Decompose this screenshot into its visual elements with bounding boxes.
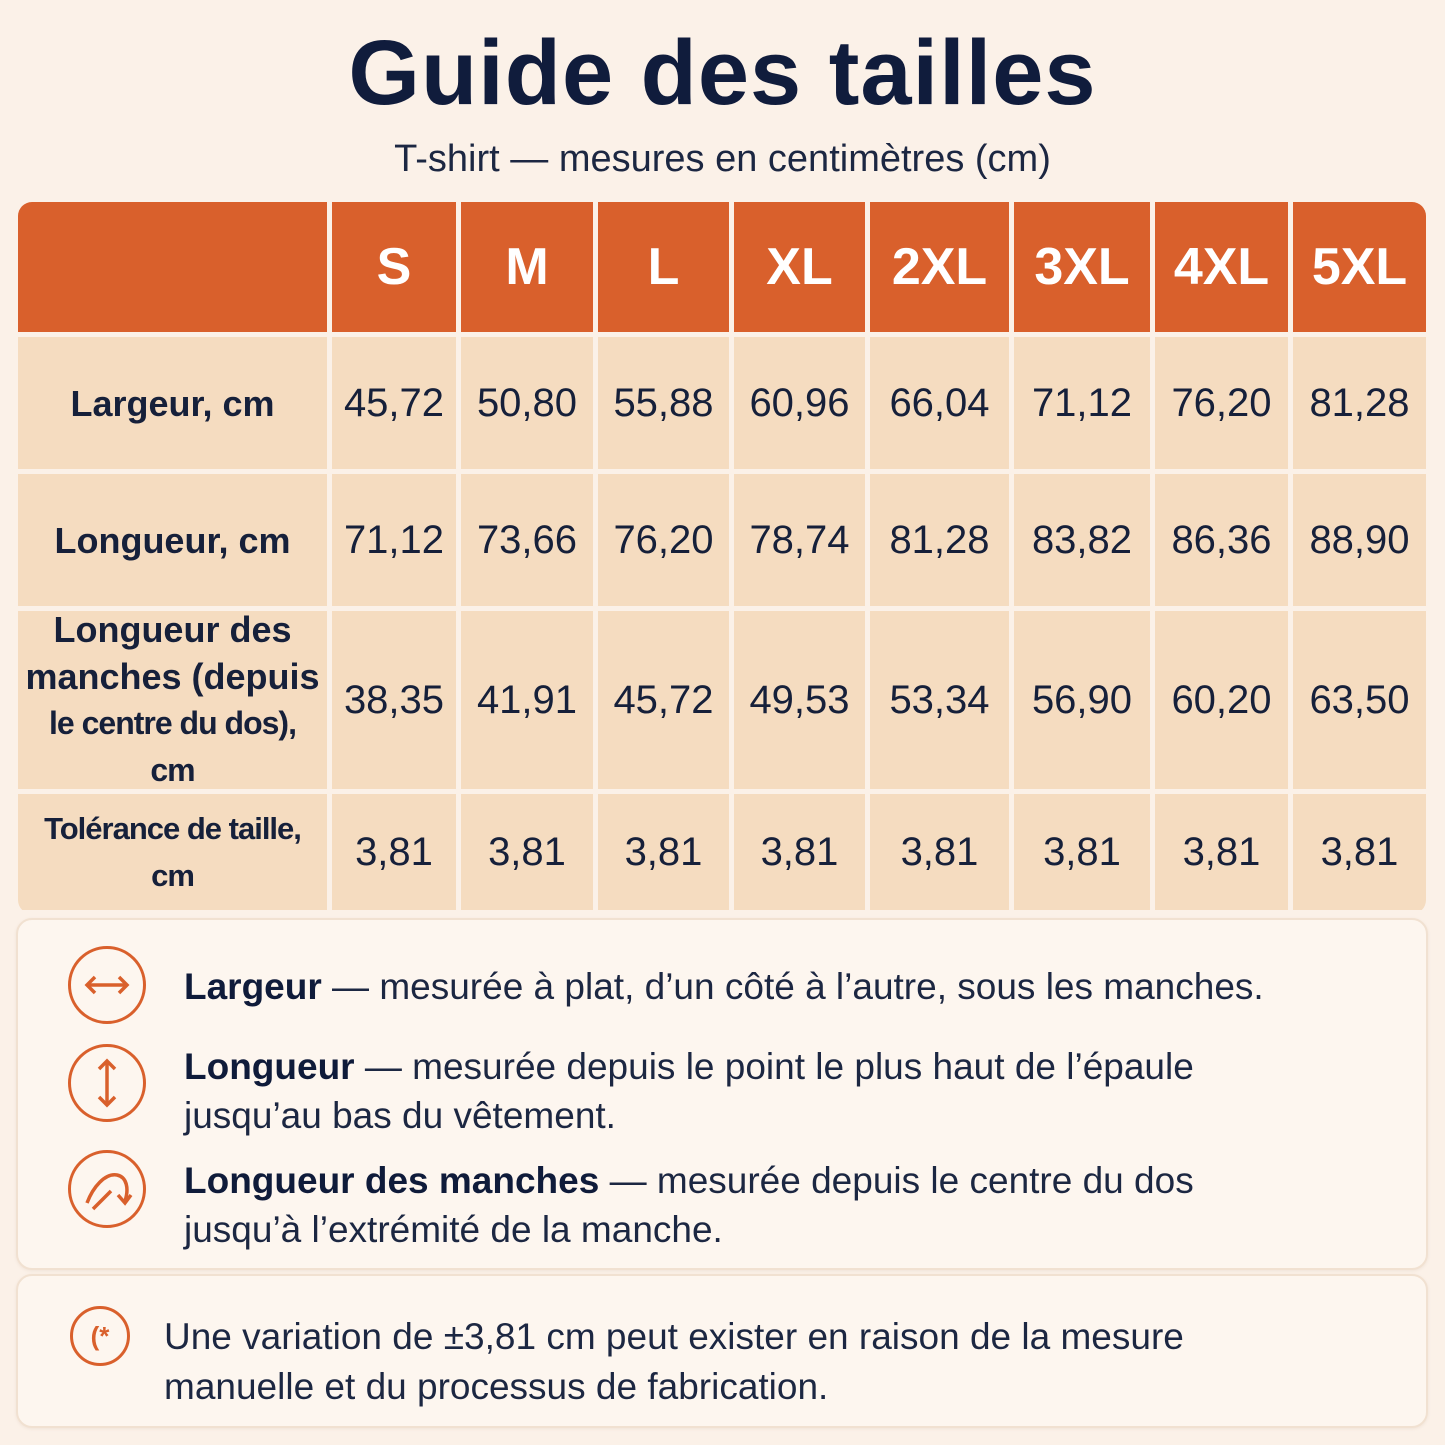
- legend-panel: [16, 918, 1428, 1270]
- table-cell: 38,35: [332, 611, 456, 789]
- note-panel: [16, 1274, 1428, 1428]
- table-cell: 3,81: [1014, 794, 1150, 910]
- table-cell: 71,12: [332, 474, 456, 606]
- table-cell: 55,88: [598, 337, 729, 469]
- horizontal-arrow-icon: [68, 946, 146, 1024]
- table-cell: 78,74: [734, 474, 865, 606]
- size-header: L: [598, 202, 729, 332]
- table-cell: 60,20: [1155, 611, 1288, 789]
- table-cell: 53,34: [870, 611, 1009, 789]
- table-cell: 88,90: [1293, 474, 1426, 606]
- legend-description: jusqu’à l’extrémité de la manche.: [184, 1209, 723, 1250]
- table-cell: 50,80: [461, 337, 593, 469]
- legend-description: — mesurée depuis le point le plus haut de l’épaule: [354, 1046, 1194, 1087]
- row-label-longueur: Longueur, cm: [18, 474, 327, 606]
- row-label-line: le centre du dos), cm: [49, 705, 296, 788]
- table-header-empty: [18, 202, 327, 332]
- asterisk-icon-glyph: (*: [90, 1320, 110, 1351]
- size-header: 2XL: [870, 202, 1009, 332]
- table-cell: 45,72: [332, 337, 456, 469]
- table-cell: 3,81: [734, 794, 865, 910]
- table-cell: 56,90: [1014, 611, 1150, 789]
- table-cell: 60,96: [734, 337, 865, 469]
- table-cell: 83,82: [1014, 474, 1150, 606]
- table-cell: 45,72: [598, 611, 729, 789]
- table-cell: 81,28: [870, 474, 1009, 606]
- table-cell: 81,28: [1293, 337, 1426, 469]
- table-cell: 86,36: [1155, 474, 1288, 606]
- legend-term: Longueur des manches: [184, 1160, 600, 1201]
- size-table: [18, 202, 1426, 914]
- legend-description: jusqu’au bas du vêtement.: [184, 1095, 616, 1136]
- page-subtitle: T-shirt — mesures en centimètres (cm): [394, 138, 1051, 180]
- legend-description: — mesurée à plat, d’un côté à l’autre, sous les manches.: [321, 966, 1264, 1007]
- legend-term: Largeur: [184, 966, 322, 1007]
- row-label-line: Longueur des: [53, 609, 292, 650]
- size-header: 3XL: [1014, 202, 1150, 332]
- size-header: 4XL: [1155, 202, 1288, 332]
- size-header: 5XL: [1293, 202, 1426, 332]
- table-cell: 63,50: [1293, 611, 1426, 789]
- size-header: XL: [734, 202, 865, 332]
- table-cell: 3,81: [870, 794, 1009, 910]
- table-cell: 76,20: [598, 474, 729, 606]
- note-line: Une variation de ±3,81 cm peut exister en raison de la mesure: [164, 1316, 1184, 1357]
- table-cell: 49,53: [734, 611, 865, 789]
- vertical-arrow-icon: [68, 1044, 146, 1122]
- table-cell: 41,91: [461, 611, 593, 789]
- legend-description: — mesurée depuis le centre du dos: [599, 1160, 1194, 1201]
- page-title: Guide des tailles: [348, 22, 1097, 124]
- sleeve-arrow-icon: [68, 1150, 146, 1228]
- row-label-tolerance: Tolérance de taille, cm: [18, 794, 327, 910]
- note-text: [164, 1312, 1364, 1412]
- table-cell: 71,12: [1014, 337, 1150, 469]
- row-label-longueur-manches: [18, 611, 327, 789]
- table-cell: 3,81: [332, 794, 456, 910]
- table-cell: 3,81: [461, 794, 593, 910]
- table-cell: 76,20: [1155, 337, 1288, 469]
- table-cell: 3,81: [1155, 794, 1288, 910]
- table-cell: 3,81: [1293, 794, 1426, 910]
- size-header: S: [332, 202, 456, 332]
- legend-item-longueur: [184, 1042, 1384, 1140]
- row-label-largeur: Largeur, cm: [18, 337, 327, 469]
- asterisk-icon: [70, 1306, 130, 1366]
- note-line: manuelle et du processus de fabrication.: [164, 1366, 829, 1407]
- row-label-line: manches (depuis: [25, 656, 320, 697]
- legend-item-largeur: [184, 962, 1384, 1011]
- table-cell: 66,04: [870, 337, 1009, 469]
- legend-item-longueur-manches: [184, 1156, 1384, 1254]
- size-header: M: [461, 202, 593, 332]
- legend-term: Longueur: [184, 1046, 355, 1087]
- table-cell: 73,66: [461, 474, 593, 606]
- table-cell: 3,81: [598, 794, 729, 910]
